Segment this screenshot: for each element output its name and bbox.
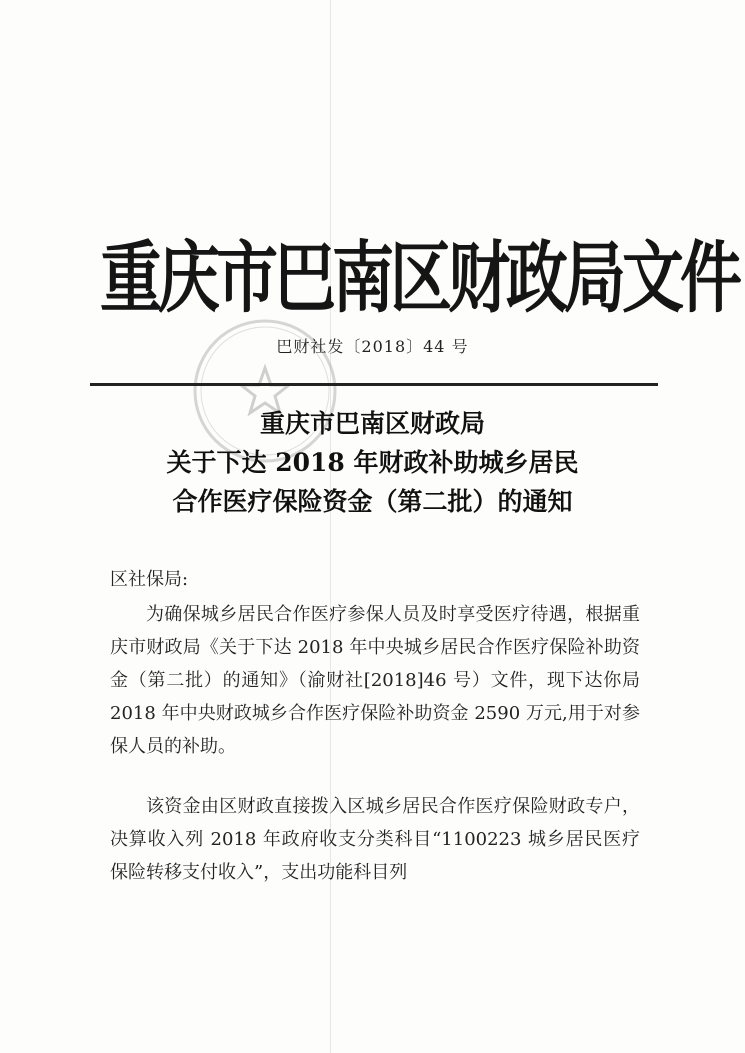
document-number: 巴财社发〔2018〕44 号 bbox=[276, 337, 469, 356]
body-paragraph-2-text: 该资金由区财政直接拨入区城乡居民合作医疗保险财政专户，决算收入列 2018 年政府收支分类科目“1100223 城乡居民医疗保险转移支付收入”，支出功能科目列 bbox=[110, 796, 640, 883]
notice-title-line-3: 合作医疗保险资金（第二批）的通知 bbox=[172, 487, 573, 516]
notice-title-line-1: 重庆市巴南区财政局 bbox=[259, 409, 485, 438]
salutation: 区社保局: bbox=[110, 569, 189, 590]
body-paragraph-1 bbox=[110, 598, 640, 763]
page-fold-line bbox=[330, 0, 331, 1053]
body-paragraph-1-text: 为确保城乡居民合作医疗参保人员及时享受医疗待遇，根据重庆市财政局《关于下达 2018 年中央城乡居民合作医疗保险补助资金（第二批）的通知》（渝财社[2018]46 号）文件，现下达你局 2018 年中央财政城乡合作医疗保险补助资金 2590 万元,用于对参保人员的补助。 bbox=[110, 604, 640, 757]
notice-title-line-2: 关于下达 2018 年财政补助城乡居民 bbox=[166, 448, 579, 477]
body-paragraph-2 bbox=[110, 790, 640, 889]
header-divider bbox=[90, 383, 658, 386]
document-header-title: 重庆市巴南区财政局文件 bbox=[100, 232, 739, 324]
